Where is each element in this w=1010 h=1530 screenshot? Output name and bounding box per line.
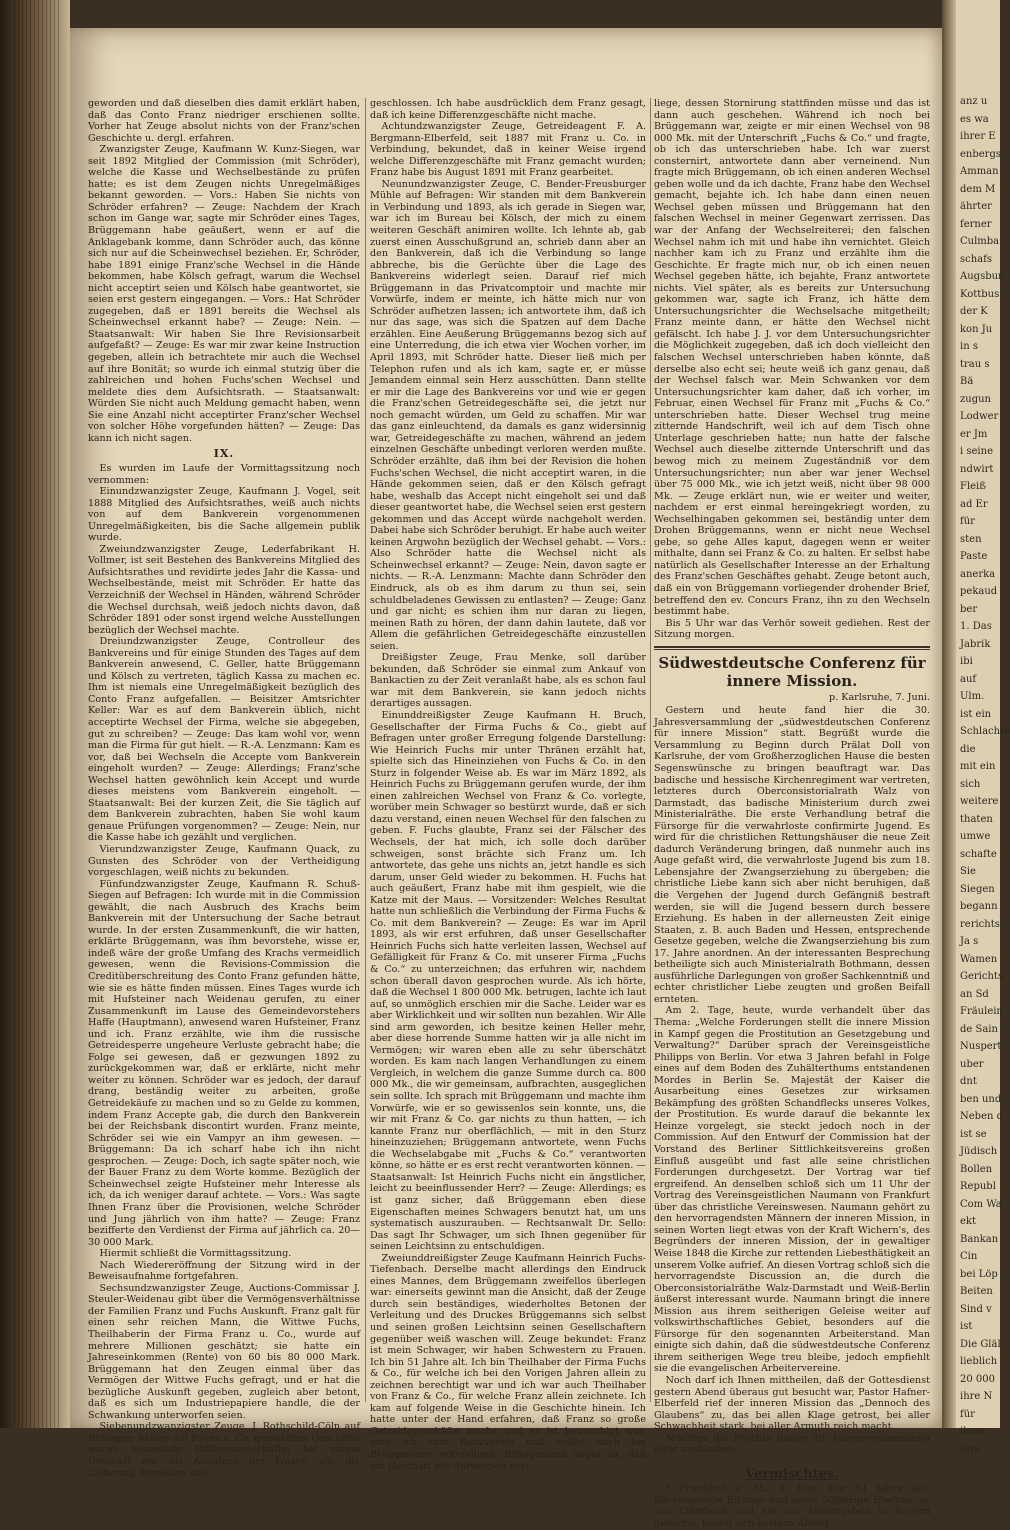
next-page-fragment: schafs xyxy=(960,253,992,265)
next-page-fragment: für xyxy=(960,1408,975,1420)
next-page-fragment: trau s xyxy=(960,358,990,370)
next-page-fragment: ihre xyxy=(960,1443,981,1455)
next-page-fragment: ad Er xyxy=(960,498,988,510)
next-page-fragment: Siegen xyxy=(960,883,995,895)
paragraph: Noch darf ich Ihnen mittheilen, daß der Gottesdienst gestern Abend überaus gut besucht war, Pastor Hafner-Elberfeld rief der inneren Mission das „Dennoch des Glaubens“ zu, das bei allen Klage getrost, bei aller Schwachheit stark, bei aller Armuth reich macht. xyxy=(654,1374,930,1433)
next-page-fragment: Augsbur xyxy=(960,271,1003,282)
paragraph: Fünfundzwanzigster Zeuge, Kaufmann R. Schuß-Siegen auf Befragen: Ich wurde mit in die Commission gewählt, die nach Ausbruch des Krachs beim Bankverein mit der Untersuchung der Sache betraut wurde. In der ersten Zusammenkunft, die wir hatten, erklärte Brüggemann, was ihm bevorstehe, wisse er, indeß wäre der große Umfang des Krachs vermeidlich gewesen, wenn die Revisions-Commission die Creditüberschreitung des Conto Franz gefunden hätte, wie sie es hätte finden müssen. Eines Tages wurde ich mit Hufsteiner nach Weidenau gerufen, zu einer Zusammenkunft im Lause des Gemeindevorstehers Haffe (Hauptmann), anwesend waren Hufsteiner, Franz und ich. Franz erzählte, wie ihm die russische Getreidesperre ungeheure Verluste gebracht habe; die Folge sei gewesen, daß er gezwungen 1892 zu zurückgekommen war, daß er erklärte, nicht mehr weiter zu können. Schröder war es jedoch, der darauf drang, beständig weiter zu arbeiten, große Getreidekäufe zu machen und so zu Gelde zu kommen, indem Franz Accepte gab, die durch den Bankverein bei der Reichsbank discontirt wurden. Franz meinte, Schröder sei wie ein Vampyr an ihm gewesen. — Brüggemann: Da ich scharf habe ich ihn nicht gesprochen. — Zeuge: Doch, ich sagte später noch, wie der Bauer Franz zu dem Worte komme. Bezüglich der Scheinwechsel zeigte Hufsteiner mehr Interesse als ich, da ich weniger darauf achtete. — Vors.: Was sagte Ihnen Franz über die Provisionen, welche Schröder und Jung jährlich von ihm hatte? — Zeuge: Franz bezifferte den Verdienst der Firma auf jährlich ca. 20—30 000 Mark. xyxy=(88,878,360,1248)
next-page-fragment: Fräulein xyxy=(960,1006,1003,1017)
next-page-fragment: Bollen xyxy=(960,1163,993,1175)
next-page-fragment: ihre N xyxy=(960,1391,993,1402)
section-title: Südwestdeutsche Conferenz für innere Mission. xyxy=(658,653,926,690)
next-page-fragment: ist ein xyxy=(960,708,992,720)
paragraph: geworden und daß dieselben dies damit erklärt haben, daß das Conto Franz niedriger erschienen sollte. Vorher hat Zeuge absolut nichts von der Franz'schen Geschichte u. dergl. erfahren. xyxy=(88,98,360,144)
next-page-fragment: die xyxy=(960,743,976,755)
next-page-fragment: kon Ju xyxy=(960,323,993,335)
next-page-fragment: Jabrik xyxy=(960,638,991,650)
next-page-fragment: de Sain xyxy=(960,1023,998,1035)
next-page-fragment: Lodwer xyxy=(960,411,999,422)
next-page-fragment: Wamen xyxy=(960,953,998,965)
next-page-fragment: der K xyxy=(960,306,988,317)
paragraph: Dreißigster Zeuge, Frau Menke, soll darüber bekunden, daß Schröder sie einmal zum Ankauf von Bankactien zu der Zeit veranlaßt habe, als es schon faul war mit dem Bankverein, sie kann jedoch nichts derartiges aussagen. xyxy=(370,652,646,710)
next-page-fragment: 20 000 xyxy=(960,1373,995,1385)
paragraph: Gestern und heute fand hier die 30. Jahresversammlung der „südwestdeutschen Conferenz für innere Mission“ statt. Begrüßt wurde die Versammlung zu Beginn durch Prälat Doll von Karlsruhe, der vom Großherzoglichen Hause die besten Segenswünsche zu bringen beauftragt war. Das badische und hessische Kirchenregiment war vertreten, letzteres durch Oberconsistorialrath Walz von Darmstadt, das badische Ministerium durch zwei Ministerialräthe. Die erste Verhandlung betraf die Fürsorge für die verwahrloste confirmirte Jugend. Es wird für die christlichen Rettungshäuser die neue Zeit dadurch Veränderung bringen, daß nunmehr auch ins Auge gefaßt wird, die verwahrloste Jugend bis zum 18. Lebensjahre der Zwangserziehung zu übergeben; die christliche Liebe kann sich aber nicht beruhigen, daß die Vergehen der Jugend durch Gefängniß bestraft werden, sie will die Jugend bessern durch bessere Erziehung. Es haben in der allerneusten Zeit einige Staaten, z. B. auch Baden und Hessen, entsprechende Gesetze gegeben, welche die Zwangserziehung bis zum 17. Jahre anordnen. An der interessanten Besprechung betheiligte sich auch Ministerialrath Bothmann, dessen ausführliche Darlegungen von großer Sachkenntniß und echter christlicher Liebe zeugten und großen Beifall ernteten. xyxy=(654,705,930,1005)
paragraph: Es wurden im Laufe der Vormittagssitzung noch vernommen: xyxy=(88,462,360,486)
next-page-fragment: schafte xyxy=(960,848,997,860)
dateline: p. Karlsruhe, 7. Juni. xyxy=(829,691,930,703)
next-page-fragment: Neben d xyxy=(960,1111,1004,1122)
next-page-fragment: bei Löp xyxy=(960,1268,998,1280)
paragraph: Bis 5 Uhr war das Verhör soweit gediehen. Rest der Sitzung morgen. xyxy=(654,617,930,641)
next-page-fragment: Paste xyxy=(960,551,988,562)
next-page-fragment: ibi xyxy=(960,656,973,667)
next-page-fragment: Jüdisch xyxy=(960,1146,998,1157)
next-page-fragment: umwe xyxy=(960,831,991,842)
next-page-fragment: ekt xyxy=(960,1216,976,1227)
next-page-fragment: dnt xyxy=(960,1076,977,1087)
next-page-fragment: Culmba xyxy=(960,236,1000,247)
next-page-fragment: Kottbus xyxy=(960,288,1000,300)
next-page-fragment: weitere xyxy=(960,796,999,807)
next-page-fragment: rerichts xyxy=(960,918,1000,930)
next-page-fragment: Nuspert xyxy=(960,1041,1002,1052)
next-page-fragment: sten xyxy=(960,533,982,545)
next-page-fragment: Republ xyxy=(960,1181,996,1192)
next-page-fragment: Cin xyxy=(960,1251,978,1262)
next-page-fragment: ben und xyxy=(960,1093,1002,1105)
section-rule xyxy=(654,646,930,650)
column-divider-1 xyxy=(365,98,366,1402)
paragraph: * Frankfurt a. M., 6. Juni. Der 51 Jahre alte Bäckergeselle Eichner und seine 50jährige Ehefrau, er aus Culmbach und sie aus Heidingsfeld in Bayern gebürtig, haben sich gestern Abend xyxy=(654,1483,930,1529)
column-1 xyxy=(88,98,360,1479)
section-rule xyxy=(654,1461,930,1465)
next-page-fragment: Bankan xyxy=(960,1233,999,1245)
next-page-fragment: für xyxy=(960,516,975,527)
next-page-fragment: Beiten xyxy=(960,1286,993,1297)
next-page-fragment: ist xyxy=(960,1321,973,1332)
next-page-fragment: ber xyxy=(960,603,978,615)
paragraph: Dreiundzwanzigster Zeuge, Controlleur des Bankvereins und für einige Stunden des Tages auf dem Bankverein anwesend, C. Geller, hatte Brüggemann und Kölsch zu vertreten, täglich Kassa zu machen ec. Ihm ist niemals eine Unregelmäßigkeit bezüglich des Conto Franz aufgefallen. — Beisitzer Amtsrichter Keller: War es auf dem Bankverein üblich, nicht acceptirte Wechsel der Firma, welche sie abgegeben, gut zu schreiben? — Zeuge: Das kam wohl vor, wenn man die Firma für gut hielt. — R.-A. Lenzmann: Kam es vor, daß bei Wechseln die Accepte vom Bankverein eingeholt wurden? — Zeuge: Allerdings; Franz'sche Wechsel hatten gewöhnlich kein Accept und wurde dieses meistens vom Bankverein eingeholt. — Staatsanwalt: Bei der kurzen Zeit, die Sie täglich auf dem Bankverein zubrachten, haben Sie wohl kaum genaue Prüfungen vorgenommen? — Zeuge: Nein, nur die Kasse habe ich gezählt und verglichen. xyxy=(88,636,360,844)
next-page-fragment: an Sd xyxy=(960,988,989,1000)
next-page-fragment: Fleiß xyxy=(960,481,986,492)
page-fold-shadow xyxy=(942,0,956,1428)
next-page-fragment: pekaud xyxy=(960,586,998,597)
section-title: Vermischtes. xyxy=(745,1466,839,1482)
paragraph: Zweiunddreißigster Zeuge Kaufmann Heinrich Fuchs-Tiefenbach. Derselbe macht allerdings den Eindruck eines Mannes, dem Brüggemann zweifellos überlegen war: einerseits gewinnt man die Ansicht, daß der Zeuge durch sein beständiges, wiederholtes Betonen der Verleitung und des Druckes Brüggemanns sich selbst und seinen großen Leichtsinn seinen Gesellschaftern gegenüber weiß waschen will. Zeuge bekundet: Franz ist mein Schwager, wir haben Schwestern zu Frauen. Ich bin 51 Jahre alt. Ich bin Theilhaber der Firma Fuchs & Co., für welche ich bei den Vorigen Jahren allein zu zeichnen berechtigt war und ich war auch Theilhaber von Franz & Co., für welche Franz allein zeichnete. Ich kam auf folgende Weise in die Geschichte hinein. Ich hatte unter der Hand erfahren, daß Franz so große Getreidegeschäfte mache und es ist beunruhigt war, ging ich zum Bankverein und wollte mich bei Brüggemann erkundigen. Brüggemann sagte zu, daß ein Geschäft mit Antwerpen vor- xyxy=(370,1252,646,1472)
next-page-fragment: begann xyxy=(960,901,998,912)
next-page-fragment: Gerichts xyxy=(960,971,1004,982)
paragraph: liege, dessen Stornirung stattfinden müsse und das ist dann auch geschehen. Während ich noch bei Brüggemann war, zeigte er mir einen Wechsel von 98 000 Mk. mit der Unterschrift „Fuchs & Co.“ und fragte, ob ich das unterschrieben habe. Ich war zuerst consternirt, antwortete dann aber verneinend. Nun fragte mich Brüggemann, ob ich einen anderen Wechsel geben wolle und da ich dachte, Franz habe den Wechsel gemacht, bejahte ich. Ich habe dann einen neuen Wechsel geben müssen und Brüggemann hat den falschen Wechsel in meiner Gegenwart zerrissen. Das war der Anfang der Wechselreiterei; den falschen Wechsel nahm ich mit und habe ihn vernichtet. Gleich nachher kam ich zu Franz und erzählte ihm die Geschichte. Er fragte mich nur, ob ich einen neuen Wechsel gegeben hätte, ich bejahte, Franz antwortete nichts. Viel später, als es bereits zur Untersuchung gekommen war, sagte ich Franz, ich hätte dem Untersuchungsrichter die Wechselsache mitgetheilt; Franz meinte dann, er hätte den Wechsel nicht gefälscht. Ich habe J. J. vor dem Untersuchungsrichter die Möglichkeit zugegeben, daß ich doch vielleicht den falschen Wechsel unterschrieben haben könnte, daß derselbe also echt sei; heute weiß ich ganz genau, daß der Wechsel falsch war. Mein Schwanken vor dem Untersuchungsrichter kam daher, daß ich vorher, im Februar, einen Wechsel für Franz mit „Fuchs & Co.“ unterschrieben hatte. Dieser Wechsel trug meine zitternde Handschrift, weil ich auf dem Tisch ohne Unterlage geschrieben hatte; nun hatte der falsche Wechsel auch dieselbe zitternde Unterschrift und das bewog mich zu meinem Zugeständniß vor dem Untersuchungsrichter; nun aber war jener Wechsel über 75 000 Mk., wie ich jetzt weiß, nicht über 98 000 Mk. — Zeuge erklärt nun, wie er weiter und weiter, nachdem er erst einmal hereingekriegt worden, zu Wechselhingaben gekommen sei, beständig unter dem Drohen Brüggemanns, wenn er nicht neue Wechsel gebe, so gehe Alles kaput, dagegen wenn er weiter mithalte, dann sei Franz & Co. zu halten. Er selbst habe natürlich als Gesellschafter Interesse an der Erhaltung des Franz'schen Geschäftes gehabt. Zeuge betont auch, daß ein von Brüggemann vorliegender drohender Brief, betreffend den ev. Concurs Franz, ihn zu den Wechseln bestimmt habe. xyxy=(654,98,930,618)
next-page-fragment: 1. Das xyxy=(960,621,992,632)
paragraph: Achtundzwanzigster Zeuge, Getreideagent F. A. Bergmann-Elberfeld, seit 1887 mit Franz u. Co. in Verbindung, bekundet, daß in keiner Weise irgend welche Differenzgeschäfte mit Franz gemacht wurden; Franz habe bis August 1891 mit Franz gearbeitet. xyxy=(370,121,646,179)
paragraph: Nach Wiedereröffnung der Sitzung wird in der Beweisaufnahme fortgefahren. xyxy=(88,1259,360,1283)
next-page-fragment: ilmer xyxy=(960,1426,987,1437)
next-page-fragment: lieblich xyxy=(960,1356,998,1367)
paragraph: Vierundzwanzigster Zeuge, Kaufmann Quack, zu Gunsten des Schröder von der Vertheidigung vorgeschlagen, weiß nichts zu bekunden. xyxy=(88,844,360,879)
next-page-fragment: ist se xyxy=(960,1128,987,1140)
next-page-fragment: Sie xyxy=(960,866,976,877)
paragraph: Hiermit schließt die Vormittagssitzung. xyxy=(99,1248,292,1260)
paragraph: Einunddreißigster Zeuge Kaufmann H. Bruch, Gesellschafter der Firma Fuchs & Co., giebt auf Befragen unter großer Erregung folgende Darstellung: Wie Heinrich Fuchs mir unter Thränen erzählt hat, spielte sich das Hineinziehen von Fuchs & Co. in den Sturz in folgender Weise ab. Es war im März 1892, als Heinrich Fuchs zu Brüggemann gerufen wurde, der ihm einen zahlreichen Wechsel von Franz & Co. vorlegte, worüber mein Schwager so bestürzt wurde, daß er sich dazu verstand, einen neuen Wechsel für den falschen zu geben. F. Fuchs glaubte, Franz sei der Fälscher des Wechsels, der hat mich, ich solle doch darüber schweigen, sonst brächte sich Franz um. Ich antwortete, das gehe uns nichts an, jetzt handle es sich darum, unser Geld wieder zu bekommen. H. Fuchs hat auch geäußert, Franz habe mit ihm gespielt, wie die Katze mit der Maus. — Vorsitzender: Welches Resultat hatte nun schließlich die Verbindung der Firma Fuchs & Co. mit dem Bankverein? — Zeuge: Es war im April 1893, als wir erst erfuhren, daß unser Gesellschafter Heinrich Fuchs sich hatte verleiten lassen, Wechsel auf Gefälligkeit für Franz & Co. mit unserer Firma „Fuchs & Co.“ zu unterzeichnen; das erfuhren wir, nachdem schon überall davon gesprochen wurde. Als ich hörte, daß die Wechsel 1 800 000 Mk. betrugen, lachte ich laut auf, so unmöglich erschien mir die Sache. Leider war es aber Wirklichkeit und wir sollten nun bezahlen. Wir Alle sind arm geworden, ich besitze keinen Heller mehr, aber diese horrende Summe hatten wir ja alle nicht im Vermögen; wir waren eben alle zu sehr überschätzt worden. Es kam nach langen Verhandlungen zu einem Vergleich, in welchem die ganze Summe durch ca. 800 000 Mk., die wir gemeinsam, aufbrachten, ausgeglichen sein sollte. Ich sprach mit Brüggemann und machte ihm Vorwürfe, wie er so gewissenlos sein konnte, uns, die wir mit Franz & Co. gar nichts zu thun hatten, — ich kannte Franz nur oberflächlich, — mit in den Sturz hineinzuziehen; Brüggemann antwortete, wenn Fuchs die Wechselabgabe mit „Fuchs & Co.“ verantworten könne, so hätte er es erst recht verantworten können. — Staatsanwalt: Ist Heinrich Fuchs nicht ein ängstlicher, leicht zu beeinflussender Herr? — Zeuge: Allerdings; es ist ganz sicher, daß Brüggemann eben diese Eigenschaften meines Schwagers benutzt hat, um uns systematisch auszurauben. — Rechtsanwalt Dr. Sello: Das sagt Ihr Schwager, um sich Ihnen gegenüber für seinen Leichtsinn zu entschuldigen. xyxy=(370,709,646,1253)
next-page-fragment: zugun xyxy=(960,393,991,405)
next-page-fragment: thaten xyxy=(960,813,993,825)
next-page-fragment: auf xyxy=(960,673,977,685)
next-page-fragment: ihrer E xyxy=(960,131,996,142)
page-edges xyxy=(14,0,62,1428)
paragraph: Siebenundzwanzigster Zeuge, J. Rothschild-Cöln auf Befragen: Meine mit Franz u. Co. gemachten Geschäfte waren keinesfalls Differenzgeschäfte; bei einem Geschäft war die Abnahme der Waare, wie die Lieferung derselben aus- xyxy=(88,1421,360,1479)
next-page-fragment: ndwirt xyxy=(960,463,994,475)
next-page-fragment: anerka xyxy=(960,568,996,580)
section-heading: IX. xyxy=(213,447,235,461)
next-page-fragment: Die Gläl xyxy=(960,1338,1001,1350)
next-page-fragment: uber xyxy=(960,1058,984,1070)
paragraph: Möchten die Früchte dieser 30. Jahresversammlung nicht ausbleiben. xyxy=(654,1432,930,1456)
paragraph: Zweiundzwanzigster Zeuge, Lederfabrikant H. Vollmer, ist seit Bestehen des Bankvereins Mitglied des Aufsichtsrathes und revidirte jedes Jahr die Kassa- und Wechselbestände, meist mit Schröder. Er hatte das Verzeichniß der Wechsel in Händen, während Schröder die Wechsel durchsah, weiß jedoch nichts davon, daß Schröder 1891 oder sonst irgend welche Ausstellungen bezüglich der Wechsel machte. xyxy=(88,543,360,636)
next-page-fragment: in s xyxy=(960,341,978,352)
next-page-fragment: Bä xyxy=(960,376,974,387)
column-divider-2 xyxy=(650,98,651,1402)
paragraph: Am 2. Tage, heute, wurde verhandelt über das Thema: „Welche Forderungen stellt die innere Mission in Kampf gegen die Prostitution an Gesetzgebung und Verwaltung?“ Darüber sprach der Vereinsgeistliche Philipps von Berlin. Vor etwa 3 Jahren befahl in Folge eines auf dem Boden des Zuhälterthums entstandenen Mordes in Berlin Se. Majestät der Kaiser die Ausarbeitung eines Gesetzes zur wirksamen Bekämpfung des größten Schandflecks unseres Volkes, der Prostitution. Es wurde darauf die bekannte lex Heinze vorgelegt, sie steckt jedoch noch in der Commission. Auf den Entwurf der Commission hat der Vorstand des Berliner Sittlichkeitsvereins großen Einfluß ausgeübt und fast alle seine christlichen Forderungen durchgesetzt. Der Vortrag war tief ergreifend. An denselben schloß sich um 11 Uhr der Vortrag des Vereinsgeistlichen Naumann von Frankfurt über das christliche Vereinswesen. Naumann gehört zu den hervorragendsten Männern der inneren Mission, in seinen Worten liegt etwas von der Kraft Wichern's, des Begründers der inneren Mission, der in gewaltiger Weise 1848 die Kirche zur rettenden Liebesthätigkeit an unserem Volke aufrief. An diesen Vortrag schloß sich die hervorragendste Discussion an, die durch die Oberconsistorialräthe Walz-Darmstadt und Weiß-Berlin äußerst interessant wurde. Naumann bringt die innere Mission aus ihrem seitherigen Geleise weiter auf volkswirthschaftliches Gebiet, besonders auf die Fürsorge für den sogenannten Arbeiterstand. Man einigte sich dahin, daß die südwestdeutsche Conferenz ihrem seitherigen Wege treu bleibe, jedoch empfiehlt sie die evangelischen Arbeitervereine. xyxy=(654,1005,930,1375)
next-page-fragment: Schlachte xyxy=(960,726,1010,737)
column-2 xyxy=(370,98,646,1472)
next-page-fragment: Com Wa xyxy=(960,1198,1002,1210)
next-page-fragment: Amman xyxy=(960,166,999,177)
column-3 xyxy=(654,98,930,1530)
next-page-fragment: Sind v xyxy=(960,1303,992,1315)
next-page-fragment: i seine xyxy=(960,446,993,457)
next-page-fragment: sich xyxy=(960,778,981,790)
paragraph: Neunundzwanzigster Zeuge, C. Bender-Freusburger Mühle auf Befragen: Wir standen mit dem Bankverein in Verbindung und 1893, als ich gerade in Siegen war, war ich im Bureau bei Kölsch, der mich zu einem weiteren Geschäft animiren wollte. Ich lehnte ab, gab zuerst einen Ausschußgrund an, schrieb dann aber an den Bankverein, daß ich die Verbindung so lange abbreche, bis die Gerüchte über die Lage des Bankvereins widerlegt seien. Darauf rief mich Brüggemann in das Privatcomptoir und machte mir Vorwürfe, indem er meinte, ich hätte mich nur von Schröder aufhetzen lassen; ich antwortete ihm, daß ich nur das sage, was sich die Spatzen auf dem Dache erzählen. Eine Aeußerung Brüggemanns bezog sich auf eine Unterredung, die ich etwa vier Wochen vorher, im April 1893, mit Schröder hatte. Dieser ließ mich per Telephon rufen und als ich kam, sagte er, er müsse Jemandem einmal sein Herz ausschütten. Dann stellte er mir die Lage des Bankvereins vor und wie er gegen die Franz'schen Getreidegeschäfte sei, die jetzt nur noch gemacht würden, um Geld zu schaffen. Mir war das ganz einleuchtend, da damals es ganz widersinnig war, Getreidegeschäfte zu machen, während an jedem einzelnen Geschäfte unbedingt verloren werden mußte. Schröder erzählte, daß ihm bei der Revision die hohen Fuchs'schen Wechsel, die nicht acceptirt waren, in die Hände gekommen seien, daß er den Kölsch gefragt habe, weshalb das Accept nicht eingeholt sei und daß dieser geantwortet habe, die Wechsel seien erst gestern gekommen und das Accept würde nachgeholt werden. Dabei habe sich Schröder beruhigt. Er habe auch weiter keinen Argwohn bezüglich der Wechsel gehabt. — Vors.: Also Schröder hatte die Wechsel nicht als Scheinwechsel erkannt? — Zeuge: Nein, davon sagte er nichts. — R.-A. Lenzmann: Machte dann Schröder den Eindruck, als ob es ihm darum zu thun sei, sein schuldbeladenes Gewissen zu entlasten? — Zeuge: Ganz und gar nicht; es schien ihm nur daran zu liegen, meinen Rath zu hören, der dann dahin lautete, daß vor Allem die gefährlichen Getreidegeschäfte einzustellen seien. xyxy=(370,178,646,652)
next-page-fragment: es wa xyxy=(960,113,989,125)
next-page-fragment: Ulm. xyxy=(960,691,985,702)
next-page-fragment: ährter xyxy=(960,201,992,212)
next-page-fragment: Ja s xyxy=(960,936,979,947)
next-page-fragment: anz u xyxy=(960,96,988,107)
book-binding xyxy=(0,0,70,1428)
next-page-fragment: mit ein xyxy=(960,761,996,772)
next-page-fragment: er Jm xyxy=(960,428,988,440)
paragraph: Zwanzigster Zeuge, Kaufmann W. Kunz-Siegen, war seit 1892 Mitglied der Commission (mit Schröder), welche die Kasse und Wechselbestände zu prüfen hatte; es ist dem Zeugen nichts Unregelmäßiges bekannt geworden. — Vors.: Haben Sie nichts von Schröder erfahren? — Zeuge: Nachdem der Krach schon im Gange war, sagte mir Schröder eines Tages, Brüggemann habe geäußert, wenn er auf die Anklagebank komme, dann Schröder auch, das könne sich nur auf die Scheinwechsel beziehen. Er, Schröder, habe 1891 einige Franz'sche Wechsel in die Hände bekommen, habe Kölsch gefragt, warum die Wechsel nicht acceptirt seien und Kölsch habe geantwortet, sie seien erst gestern eingegangen. — Vors.: Hat Schröder zugegeben, daß er 1891 bereits die Wechsel als Scheinwechsel erkannt habe? — Zeuge: Nein. — Staatsanwalt: Wir haben Sie Ihre Revisionsarbeit aufgefaßt? — Zeuge: Es war mir zwar keine Instruction gegeben, allein ich betrachtete mir auch die Wechsel auf ihre Bonität; so wurde ich einmal stutzig über die zahlreichen und hohen Fuchs'schen Wechsel und meldete dies dem Aufsichtsrath. — Staatsanwalt: Würden Sie nicht auch Meldung gemacht haben, wenn Sie eine Anzahl nicht acceptirter Franz'scher Wechsel von solcher Höhe vorgefunden hätten? — Zeuge: Das kann ich nicht sagen. xyxy=(88,144,360,444)
paragraph: geschlossen. Ich habe ausdrücklich dem Franz gesagt, daß ich keine Differenzgeschäfte nicht mache. xyxy=(370,98,646,121)
paragraph: Sechsundzwanzigster Zeuge, Auctions-Commissar J. Steuler-Weidenau gibt über die Vermögensverhältnisse der Familien Franz und Fuchs Auskunft. Franz galt für einen sehr reichen Mann, die Wittwe Fuchs, Theilhaberin der Firma Franz u. Co., wurde auf mehrere Millionen geschätzt; sie hatte ein Jahreseinkommen (Rente) von 60 bis 80 000 Mark. Brüggemann hat den Zeugen einmal über das Vermögen der Wittwe Fuchs gefragt, und er hat die bezügliche Auskunft gegeben, zugleich aber betont, daß es sich um Industriepapiere handle, die der Schwankung unterworfen seien. xyxy=(88,1282,360,1421)
next-page-fragment: dem M xyxy=(960,183,996,195)
next-page-fragment: enbergs xyxy=(960,148,1001,160)
next-page-fragment: ferner xyxy=(960,218,992,230)
next-page-edge xyxy=(942,0,1010,1455)
paragraph: Einundzwanzigster Zeuge, Kaufmann J. Vogel, seit 1888 Mitglied des Aufsichtsrathes, weiß auch nichts von auf dem Bankverein vorgenommenen Unregelmäßigkeiten, bis die Sache allgemein publik wurde. xyxy=(88,486,360,544)
